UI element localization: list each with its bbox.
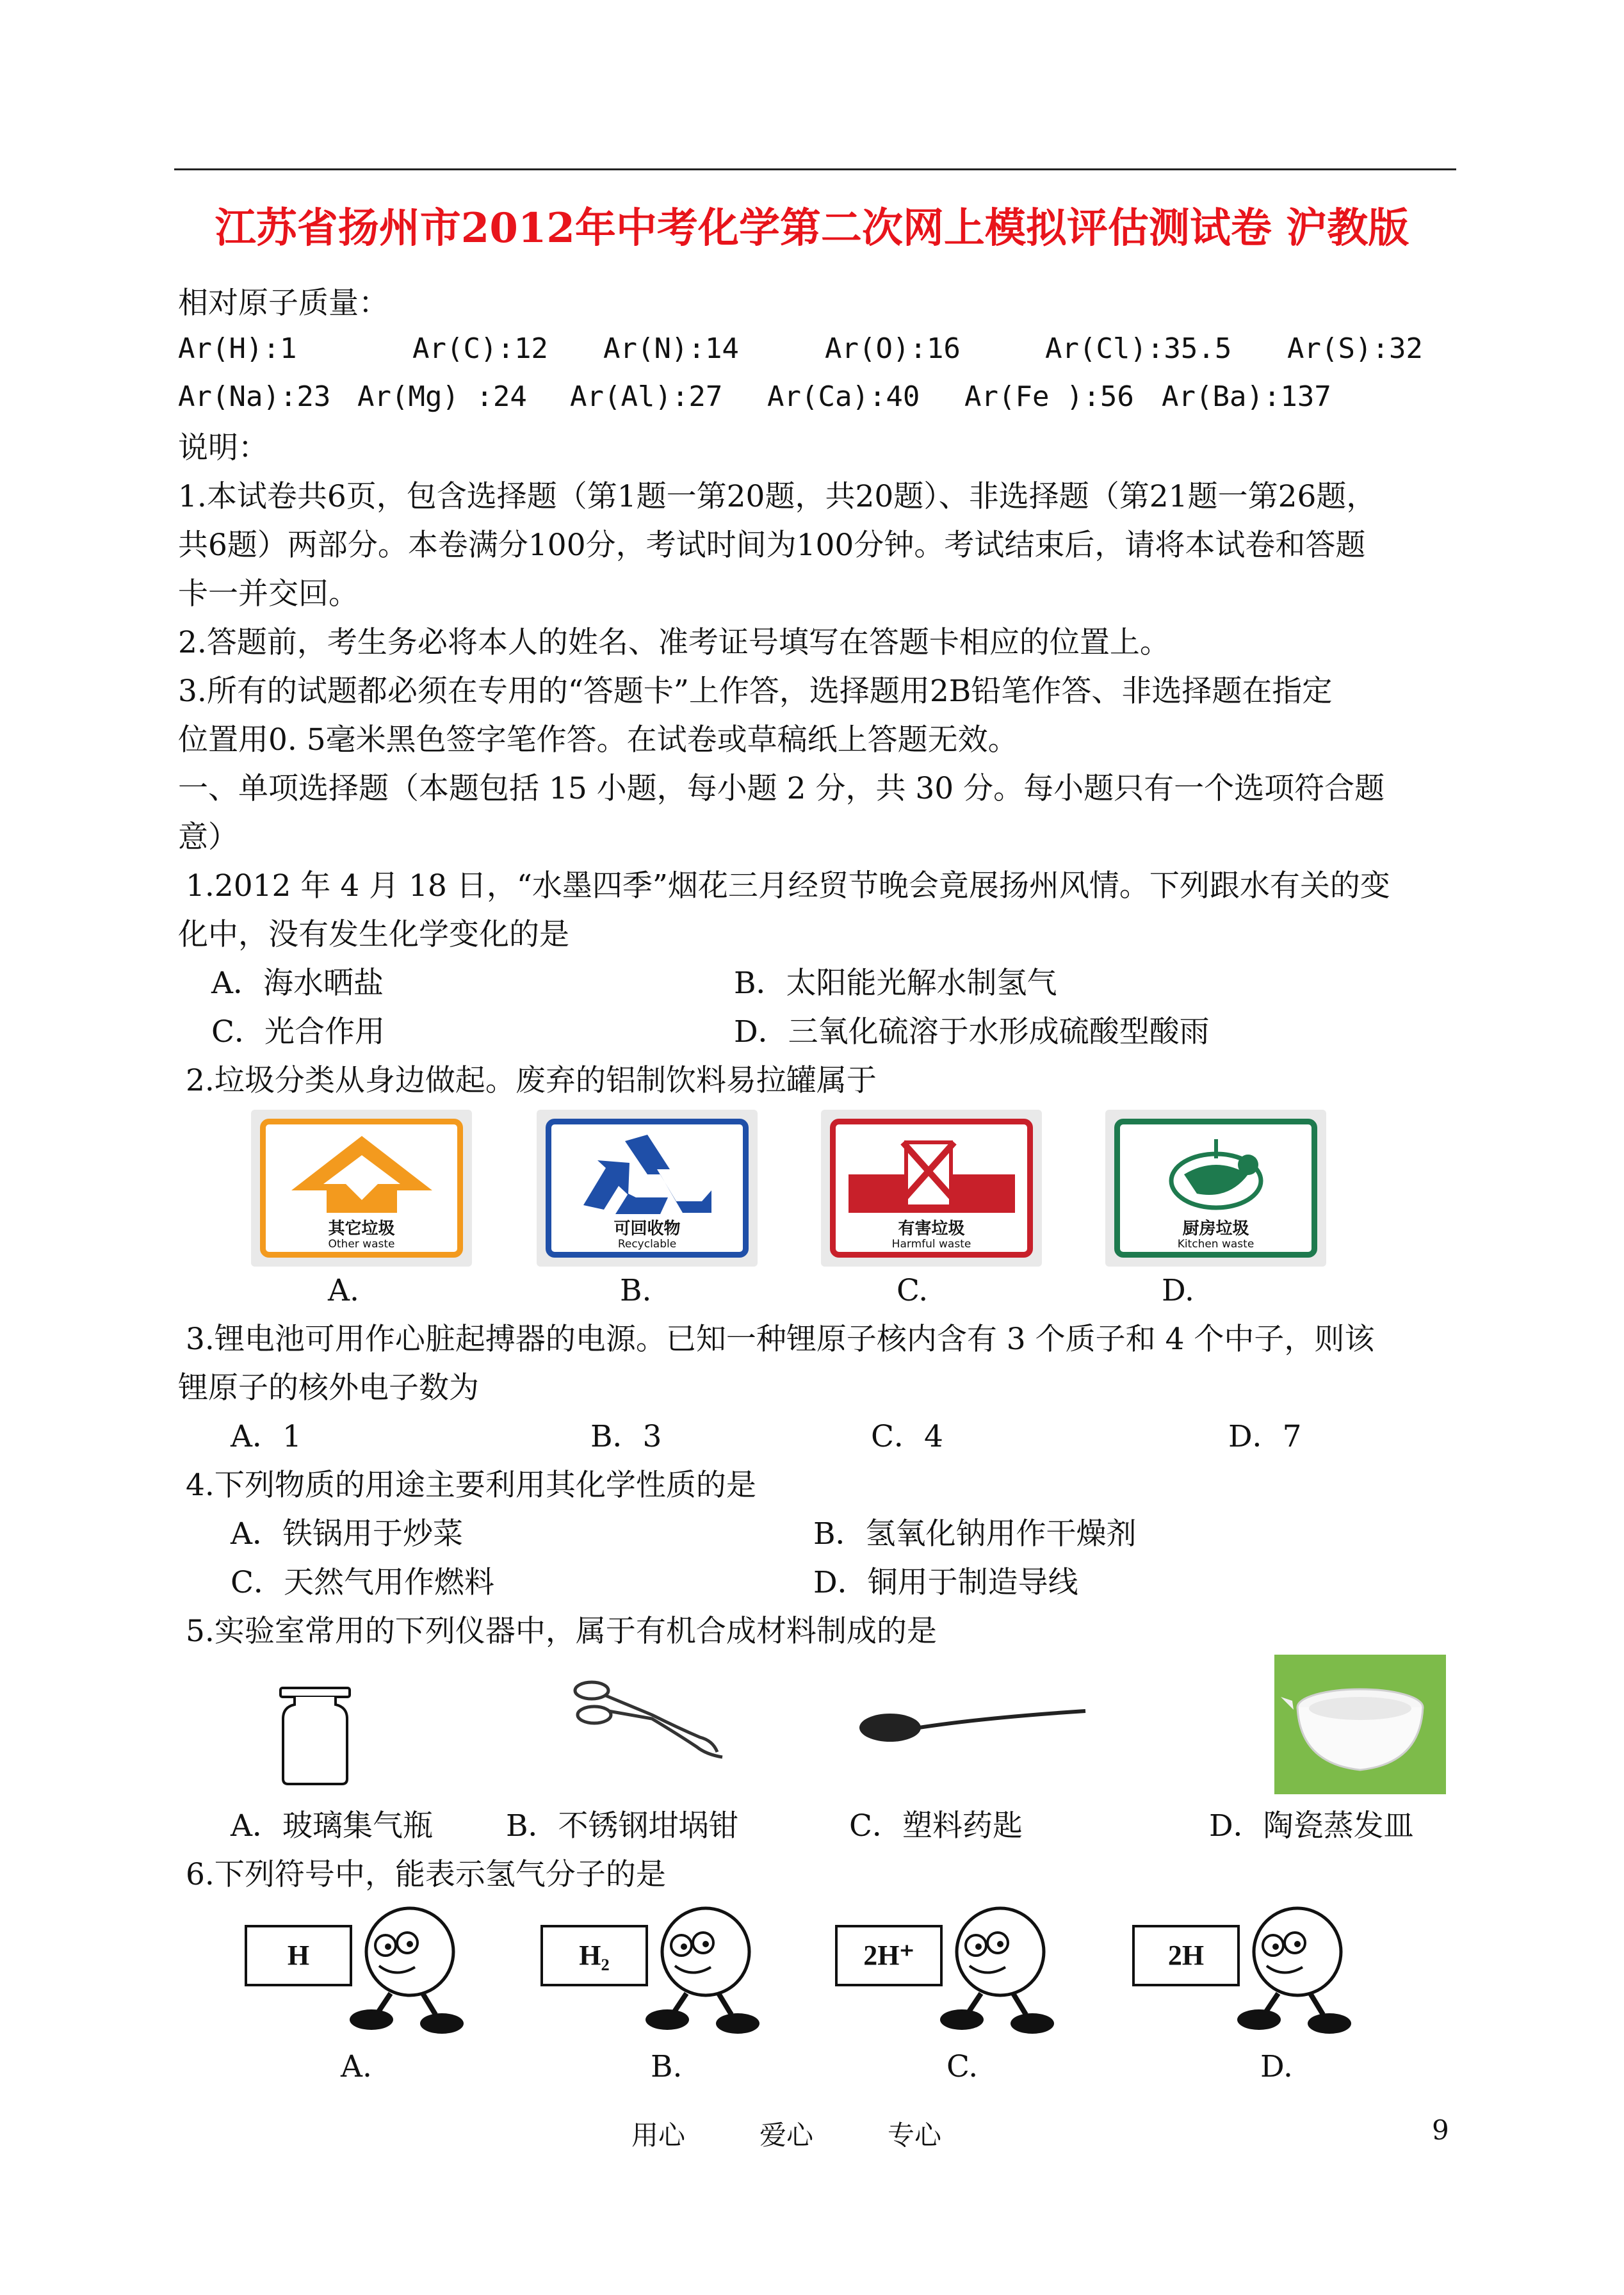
atomic-mass-s: Ar(S):32	[1287, 332, 1423, 365]
note-3-line-2: 位置用0. 5毫米黑色签字笔作答。在试卷或草稿纸上答题无效。	[178, 722, 1018, 758]
q4-option-d: D．铜用于制造导线	[813, 1565, 1078, 1600]
q3-option-a: A．1	[231, 1419, 302, 1454]
q4-option-c: C．天然气用作燃料	[231, 1565, 494, 1600]
evaporating-dish-photo	[1274, 1655, 1446, 1794]
q6-option-b: B.	[651, 2049, 683, 2084]
atomic-mass-cl: Ar(Cl):35.5	[1045, 332, 1232, 365]
atomic-mass-na: Ar(Na):23	[178, 380, 331, 413]
atomic-mass-c: Ar(C):12	[412, 332, 548, 365]
footer-word-2: 爱心	[759, 2120, 814, 2151]
note-1-line-2: 共6题）两部分。本卷满分100分，考试时间为100分钟。考试结束后，请将本试卷和答题	[178, 528, 1366, 563]
sign-label: 有害垃圾	[898, 1219, 965, 1238]
q3-stem-line-1: 3.锂电池可用作心脏起搏器的电源。已知一种锂原子核内含有 3 个质子和 4 个中子，则该	[186, 1322, 1375, 1357]
note-3-line-1: 3.所有的试题都必须在专用的“答题卡”上作答，选择题用2B铅笔作答、非选择题在指定	[178, 674, 1333, 709]
q5-option-a: A．玻璃集气瓶	[231, 1808, 433, 1844]
atomic-mass-ca: Ar(Ca):40	[767, 380, 920, 413]
atomic-mass-mg: Ar(Mg) :24	[357, 380, 527, 413]
q6-option-d: D.	[1260, 2049, 1293, 2084]
atomic-mass-ba: Ar(Ba):137	[1162, 380, 1331, 413]
footer-word-1: 用心	[631, 2120, 686, 2151]
q4-option-a: A．铁锅用于炒菜	[231, 1516, 463, 1552]
header-rule	[174, 168, 1456, 170]
q2-option-d: D.	[1162, 1273, 1194, 1308]
symbol-card-c: 2H⁺	[835, 1925, 943, 1986]
sign-sublabel: Harmful waste	[891, 1238, 971, 1251]
q6-option-a: A.	[341, 2049, 372, 2084]
symbol-card-d: 2H	[1132, 1925, 1240, 1986]
sign-sublabel: Kitchen waste	[1177, 1238, 1255, 1251]
sign-label: 其它垃圾	[328, 1219, 395, 1238]
symbol-card-a: H	[245, 1925, 352, 1986]
q1-option-b: B．太阳能光解水制氢气	[734, 966, 1057, 1001]
q2-stem: 2.垃圾分类从身边做起。废弃的铝制饮料易拉罐属于	[186, 1063, 877, 1098]
notes-heading: 说明：	[178, 430, 268, 466]
page-number: 9	[1432, 2114, 1449, 2146]
sign-kitchen-waste	[1105, 1110, 1326, 1267]
q2-option-c: C.	[897, 1273, 929, 1308]
gas-collection-bottle-icon	[277, 1685, 353, 1788]
q3-option-d: D．7	[1228, 1419, 1302, 1454]
other-waste-icon	[272, 1130, 451, 1219]
q3-stem-line-2: 锂原子的核外电子数为	[178, 1370, 479, 1406]
sign-harmful-waste	[821, 1110, 1042, 1267]
atomic-mass-n: Ar(N):14	[603, 332, 739, 365]
sign-sublabel: Other waste	[328, 1238, 395, 1251]
q5-option-b: B．不锈钢坩埚钳	[506, 1808, 739, 1844]
cartoon-character-icon	[1233, 1901, 1361, 2041]
atomic-mass-o: Ar(O):16	[825, 332, 961, 365]
q2-option-a: A.	[328, 1273, 359, 1308]
q1-option-a: A．海水晒盐	[211, 966, 384, 1001]
q3-option-b: B．3	[590, 1419, 662, 1454]
q6-option-c: C.	[946, 2049, 978, 2084]
q1-option-c: C．光合作用	[211, 1014, 385, 1050]
q5-option-d: D．陶瓷蒸发皿	[1209, 1808, 1414, 1844]
q1-stem-line-2: 化中，没有发生化学变化的是	[178, 917, 569, 952]
atomic-mass-fe: Ar(Fe ):56	[964, 380, 1134, 413]
kitchen-waste-icon	[1126, 1130, 1306, 1219]
q1-option-d: D．三氧化硫溶于水形成硫酸型酸雨	[734, 1014, 1210, 1050]
cartoon-character-icon	[346, 1901, 474, 2041]
sign-sublabel: Recyclable	[617, 1238, 677, 1251]
sign-label: 可回收物	[613, 1219, 681, 1238]
atomic-mass-al: Ar(Al):27	[570, 380, 723, 413]
q6-stem: 6.下列符号中，能表示氢气分子的是	[186, 1857, 666, 1892]
q4-option-b: B．氢氧化钠用作干燥剂	[813, 1516, 1137, 1552]
note-1-line-3: 卡一并交回。	[178, 576, 359, 612]
q3-option-c: C．4	[871, 1419, 943, 1454]
q4-stem: 4.下列物质的用途主要利用其化学性质的是	[186, 1468, 756, 1503]
note-1-line-1: 1.本试卷共6页，包含选择题（第1题一第20题，共20题）、非选择题（第21题一第26题，	[178, 479, 1377, 514]
section-1-line-1: 一、单项选择题（本题包括 15 小题，每小题 2 分，共 30 分。每小题只有一个选项符合题	[178, 771, 1385, 806]
symbol-card-b: H₂	[540, 1925, 648, 1986]
sign-recyclable	[537, 1110, 758, 1267]
sign-label: 厨房垃圾	[1182, 1219, 1249, 1238]
q1-stem-line-1: 1.2012 年 4 月 18 日，“水墨四季”烟花三月经贸节晚会竟展扬州风情。下列跟水有关的变	[186, 868, 1390, 904]
recycle-icon	[558, 1130, 737, 1219]
note-2: 2.答题前，考生务必将本人的姓名、准考证号填写在答题卡相应的位置上。	[178, 625, 1170, 660]
page-title: 江苏省扬州市2012年中考化学第二次网上模拟评估测试卷 沪教版	[215, 204, 1409, 252]
cartoon-character-icon	[642, 1901, 770, 2041]
footer-word-3: 专心	[888, 2120, 942, 2151]
plastic-spoon-icon	[858, 1702, 1089, 1753]
atomic-mass-h: Ar(H):1	[178, 332, 297, 365]
sign-other-waste	[251, 1110, 472, 1267]
crucible-tongs-icon	[569, 1676, 735, 1772]
atomic-mass-heading: 相对原子质量：	[178, 286, 389, 321]
q2-option-b: B.	[620, 1273, 652, 1308]
section-1-line-2: 意）	[178, 820, 238, 855]
evaporating-dish-icon	[1274, 1655, 1446, 1794]
harmful-waste-icon	[842, 1130, 1021, 1219]
cartoon-character-icon	[936, 1901, 1064, 2041]
q5-option-c: C．塑料药匙	[849, 1808, 1023, 1844]
q5-stem: 5.实验室常用的下列仪器中，属于有机合成材料制成的是	[186, 1614, 937, 1649]
